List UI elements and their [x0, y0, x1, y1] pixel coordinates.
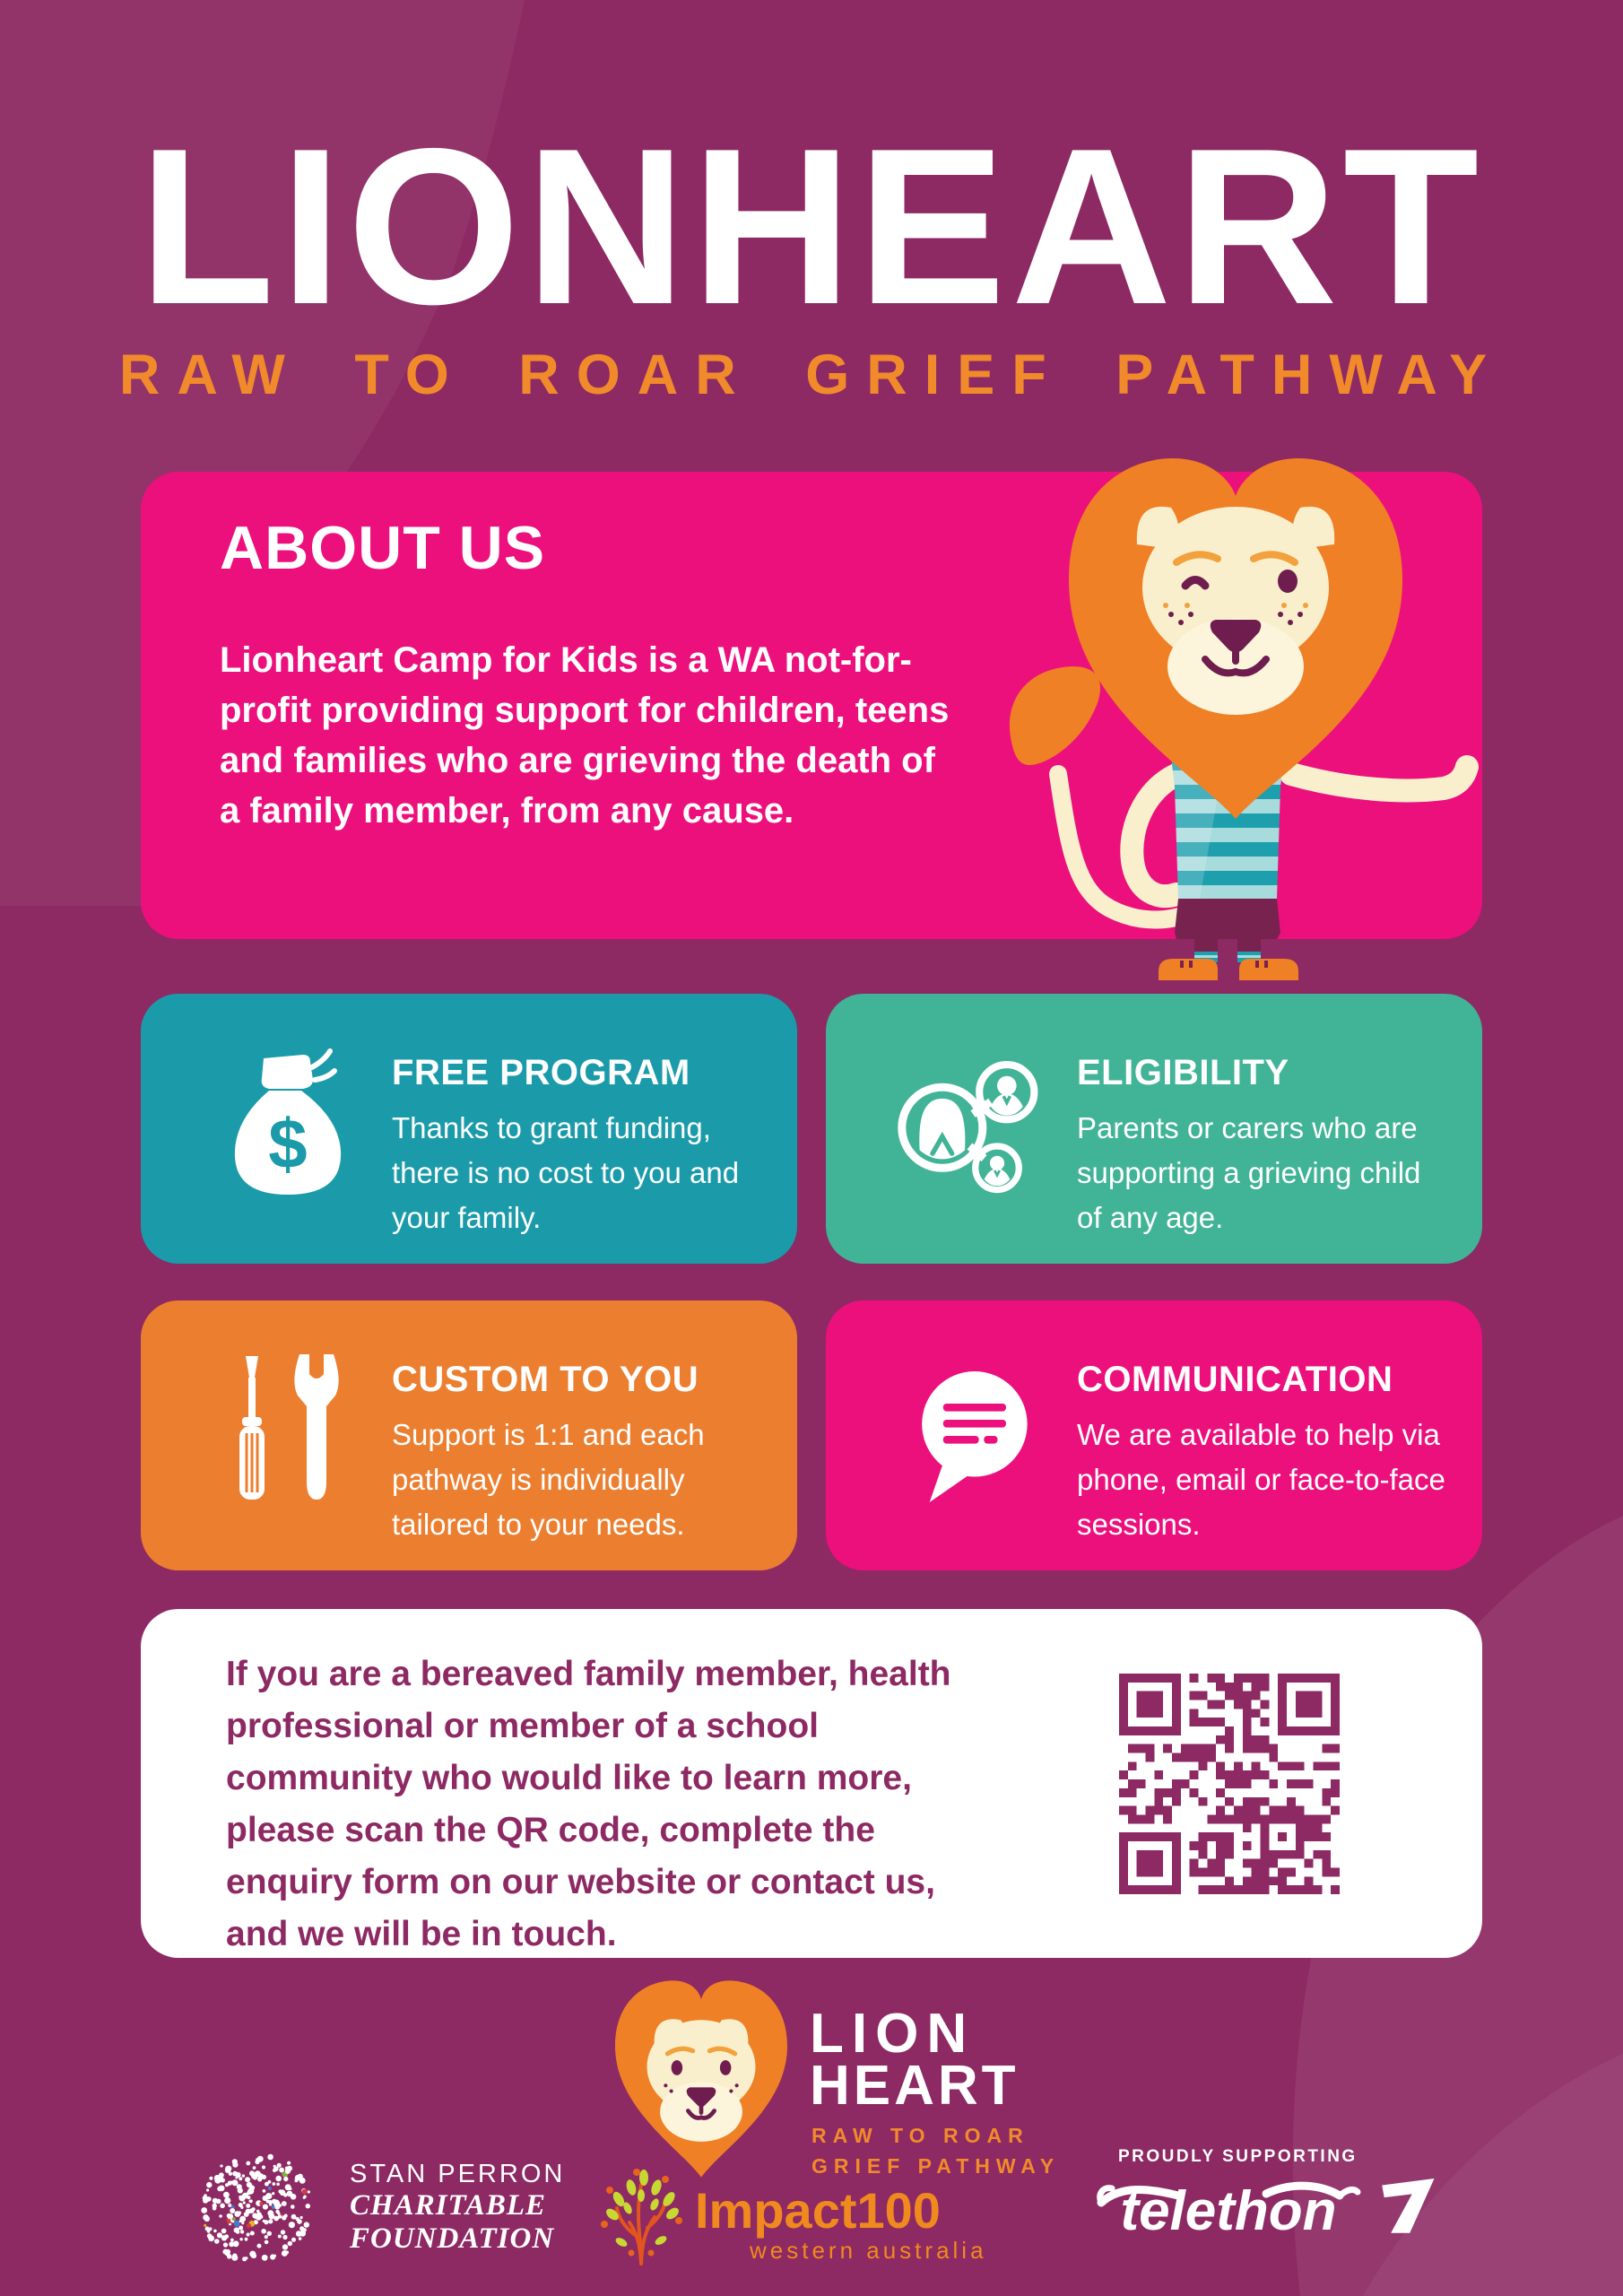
impact100-name: Impact100 — [695, 2182, 941, 2239]
impact100-tree-icon — [592, 2163, 690, 2266]
about-heading: ABOUT US — [220, 514, 546, 582]
card-body: Parents or carers who are supporting a grieving child of any age. — [1077, 1111, 1421, 1234]
card-body: Thanks to grant funding, there is no cost to you and your family. — [392, 1111, 740, 1234]
svg-text:telethon: telethon — [1120, 2180, 1337, 2242]
stan-perron-logo — [350, 2160, 565, 2256]
right-arm — [1291, 767, 1467, 790]
about-body: Lionheart Camp for Kids is a WA not-for-profit providing support for children, teens and families who are grieving the death of a family member, from any cause. — [220, 640, 950, 831]
card-body: We are available to help via phone, email or face-to-face sessions. — [1077, 1418, 1445, 1541]
card-body: Support is 1:1 and each pathway is individually tailored to your needs. — [392, 1418, 705, 1541]
right-shoe — [1239, 959, 1298, 980]
lionheart-logo-icon — [603, 1971, 800, 2187]
seven-network-icon — [1381, 2174, 1436, 2239]
right-eye-icon — [1278, 570, 1298, 593]
logo-word-lion: LION — [810, 2003, 976, 2065]
qr-code — [1119, 1674, 1340, 1894]
card-heading: FREE PROGRAM — [392, 1053, 690, 1092]
eligibility-card — [826, 994, 1482, 1264]
custom-to-you-card — [141, 1300, 797, 1570]
communication-card — [826, 1300, 1482, 1570]
telethon-wordmark — [1096, 2165, 1365, 2255]
card-heading: COMMUNICATION — [1077, 1360, 1393, 1399]
cta-body: If you are a bereaved family member, health professional or member of a school community who would like to learn more, please scan the QR code, complete the enquiry form on our website or contact us, and we will be in touch. — [226, 1655, 951, 1953]
stan-perron-charitable: CHARITABLE — [350, 2189, 547, 2222]
speech-bubble-icon — [892, 1347, 1054, 1526]
cta-card — [141, 1609, 1482, 1958]
free-program-card — [141, 994, 797, 1264]
svg-text:$: $ — [268, 1104, 308, 1183]
stan-perron-name: STAN PERRON — [350, 2160, 566, 2188]
family-network-icon — [892, 1040, 1054, 1220]
left-shoe — [1159, 959, 1218, 980]
lion-mascot — [986, 444, 1506, 991]
logo-tagline-2: GRIEF PATHWAY — [812, 2154, 1061, 2178]
impact100-region: western australia — [750, 2237, 987, 2264]
page-title: LIONHEART — [138, 101, 1485, 351]
pants — [1175, 899, 1280, 955]
logo-word-heart: HEART — [810, 2055, 1020, 2117]
logo-tagline-1: RAW TO ROAR — [812, 2124, 1029, 2147]
stan-perron-foundation: FOUNDATION — [350, 2222, 555, 2255]
card-heading: ELIGIBILITY — [1077, 1053, 1289, 1092]
tools-icon — [207, 1347, 369, 1526]
telethon-supporting-label: PROUDLY SUPPORTING — [1118, 2147, 1358, 2166]
page-subtitle: RAW TO ROAR GRIEF PATHWAY — [118, 344, 1505, 406]
stan-perron-dots-icon — [194, 2145, 319, 2271]
money-bag-icon — [207, 1040, 369, 1220]
tail-tuft — [1010, 666, 1100, 765]
card-heading: CUSTOM TO YOU — [392, 1360, 699, 1399]
